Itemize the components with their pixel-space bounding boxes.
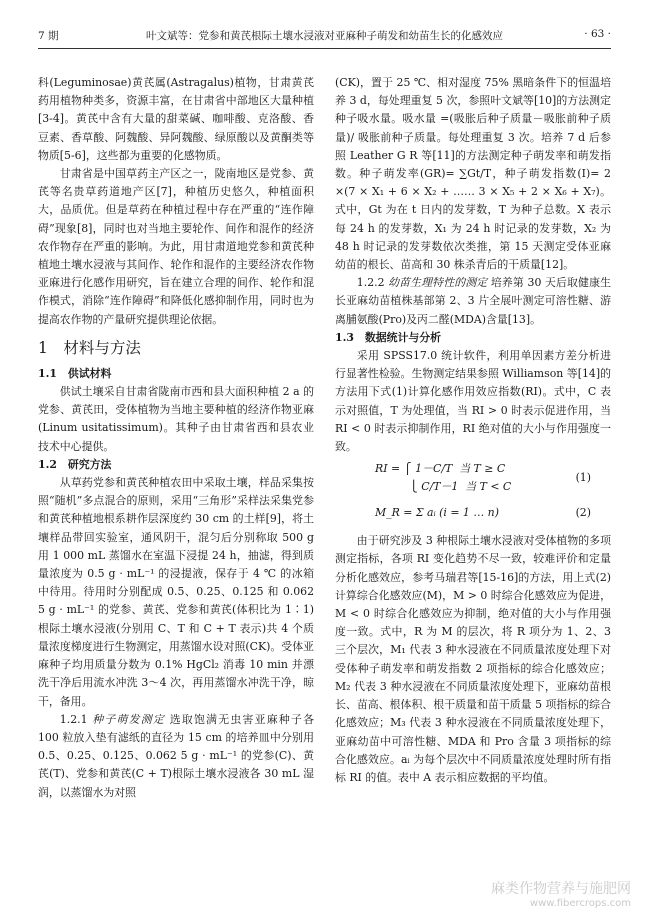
subsubsection-number: 1.2.2 [356, 276, 385, 290]
equation-1-line-2: ⎩ C/T－1 当 T < C [375, 480, 512, 494]
paragraph [38, 711, 314, 802]
page-number: · 63 · [584, 28, 611, 40]
paragraph-text: 培养第 30 天后取健康生长亚麻幼苗植株基部第 2、3 片全展叶测定可溶性糖、游离脯氨酸(Pro)及丙二醛(MDA)含量[13]。 [335, 276, 611, 326]
subsubsection-title: 幼苗生理特性的测定 [388, 276, 488, 290]
subsection-heading: 1.2 研究方法 [38, 457, 112, 471]
left-column [38, 74, 314, 802]
paragraph: 从草药党参和黄芪种植农田中采取土壤，样品采集按照“随机”多点混合的原则，采用“三角形”采样法采集党参和黄芪种植地根系耕作层深度约 30 cm 的土样[9]，将土壤样品带回实验室，通风阴干，混匀后分别称取 500 g 用 1 000 mL 蒸馏水在室温下浸提 24 h，抽滤，得到质量浓度为 0.5 g · mL⁻¹ 的浸提液，保存于 4 ℃ 的冰箱中待用。待用时分别配成 0.5、0.25、0.125 和 0.062 5 g · mL⁻¹ 的党参、黄芪、党参和黄芪(体积比为 1∶1)根际土壤水浸液(分别用 C、T 和 C + T 表示)共 4 个质量浓度梯度进行生物测定，用蒸馏水设对照(CK)。受体亚麻种子均用质量分数为 0.1% HgCl₂ 消毒 10 min 并漂洗干净后用流水冲洗 3～4 次，再用蒸馏水冲洗干净，晾干，备用。 [38, 476, 314, 708]
equation-2-number: (2) [575, 506, 591, 520]
equation-1-line-1: RI = ⎧ 1－C/T 当 T ≥ C [375, 462, 506, 476]
paragraph [335, 274, 611, 329]
watermark-title: 麻类作物营养与施肥网 [491, 881, 631, 897]
paragraph: 甘肃省是中国草药主产区之一，陇南地区是党参、黄芪等名贵草药道地产区[7]，种植历史悠久，种植面积大，品质优。但是草药在种植过程中存在严重的“连作障碍”现象[8]，同时也对当地主要轮作、间作和混作的经济农作物存在严重的影响。为此，用甘肃道地党参和黄芪种植地土壤水浸液与其间作、轮作和混作的主要经济农作物亚麻进行化感作用研究，旨在建立合理的间作、轮作和混作模式，消除“连作障碍”和降低化感抑制作用，同时也为提高农作物的产量研究提供理论依据。 [38, 167, 314, 326]
equation-1 [335, 460, 611, 496]
running-header [38, 26, 611, 49]
page-number-issue: 7 期 [38, 30, 59, 42]
equation-2 [335, 500, 611, 526]
equation-2-text: M_R = Σ aᵢ (i = 1 … n) [375, 506, 499, 520]
watermark-url: www.fibercrops.com [529, 898, 631, 909]
paragraph: 采用 SPSS17.0 统计软件，利用单因素方差分析进行显著性检验。生物测定结果参照 Williamson 等[14]的方法用下式(1)计算化感作用效应指数(RI)。式中，C 表示对照值，T 为处理值，当 RI > 0 时表示促进作用，当 RI < 0 时表示抑制作用，RI 绝对值的大小与作用强度一致。 [335, 349, 611, 454]
paragraph: 科(Leguminosae)黄芪属(Astragalus)植物，甘肃黄芪药用植物种类多，资源丰富，在甘肃省中部地区大量种植[3-4]。黄芪中含有大量的甜菜碱、咖啡酸、克洛酸、香豆素、香草酸、阿魏酸、异阿魏酸、绿原酸以及黄酮类等物质[5-6]，这些都为重要的化感物质。 [38, 76, 314, 162]
watermark [491, 878, 631, 909]
section-heading: 1 材料与方法 [38, 338, 141, 357]
paragraph: 供试土壤采自甘肃省陇南市西和县大面积种植 2 a 的党参、黄芪田，受体植物为当地主要种植的经济作物亚麻(Linum usitatissimum)。其种子由甘肃省西和县农业技术中心提供。 [38, 385, 314, 453]
subsection-heading: 1.1 供试材料 [38, 366, 112, 380]
subsubsection-number: 1.2.1 [59, 712, 88, 726]
paragraph-text: 选取饱满无虫害亚麻种子各 100 粒放入垫有滤纸的直径为 15 cm 的培养皿中分别用 0.5、0.25、0.125、0.062 5 g · mL⁻¹ 的党参(C)、黄芪(T)、党参和黄芪(C + T)根际土壤水浸液各 30 mL 湿润，以蒸馏水为对照 [38, 712, 314, 799]
right-column [335, 74, 611, 787]
paragraph: 由于研究涉及 3 种根际土壤水浸液对受体植物的多项测定指标，各项 RI 变化趋势不尽一致，较难评价和定量分析化感效应，参考马瑞君等[15-16]的方法，用上式(2)计算综合化感效应(M)，M > 0 时综合化感效应为促进，M < 0 时综合化感效应为抑制，绝对值的大小与作用强度一致。式中，R 为 M 的层次，将 R 项分为 1、2、3 三个层次，M₁ 代表 3 种水浸液在不同质量浓度处理下对受体种子萌发率和萌发指数 2 项指标的综合化感效应；M₂ 代表 3 种水浸液在不同质量浓度处理下，亚麻幼苗根长、苗高、根体积、根干质量和苗干质量 5 项指标的综合化感效应；M₃ 代表 3 种水浸液在不同质量浓度处理下，亚麻幼苗中可溶性糖、MDA 和 Pro 含量 3 项指标的综合化感效应。aᵢ 为每个层次中不同质量浓度处理时所有指标 RI 的值。表中 A 表示相应数据的平均值。 [335, 534, 611, 784]
running-title: 叶文斌等：党参和黄芪根际土壤水浸液对亚麻种子萌发和幼苗生长的化感效应 [146, 30, 503, 42]
paragraph: (CK)，置于 25 ℃、相对湿度 75% 黑暗条件下的恒温培养 3 d，每处理重复 5 次，参照叶文斌等[10]的方法测定种子吸水量。吸水量 =(吸胀后种子质量－吸胀前种子质量)/ 吸胀前种子质量。每处理重复 3 次。培养 7 d 后参照 Leather G R 等[11]的方法测定种子萌发率和萌发指数。种子萌发率(GR)= ∑Gt/T，种子萌发指数(I)= 2 ×(7 × X₁ + 6 × X₂ + …… 3 × X₅ + 2 × X₆ + X₇)。式中，Gt 为在 t 日内的发芽数，T 为种子总数。X 表示每 24 h 的发芽数，X₁ 为 24 h 时记录的发芽数，X₂ 为 48 h 时记录的发芽数依次类推，第 15 天测定受体亚麻幼苗的根长、苗高和 30 株杀青后的干质量[12]。 [335, 76, 611, 272]
equation-1-number: (1) [575, 471, 591, 485]
subsection-heading: 1.3 数据统计与分析 [335, 330, 442, 344]
subsubsection-title: 种子萌发测定 [92, 712, 165, 726]
